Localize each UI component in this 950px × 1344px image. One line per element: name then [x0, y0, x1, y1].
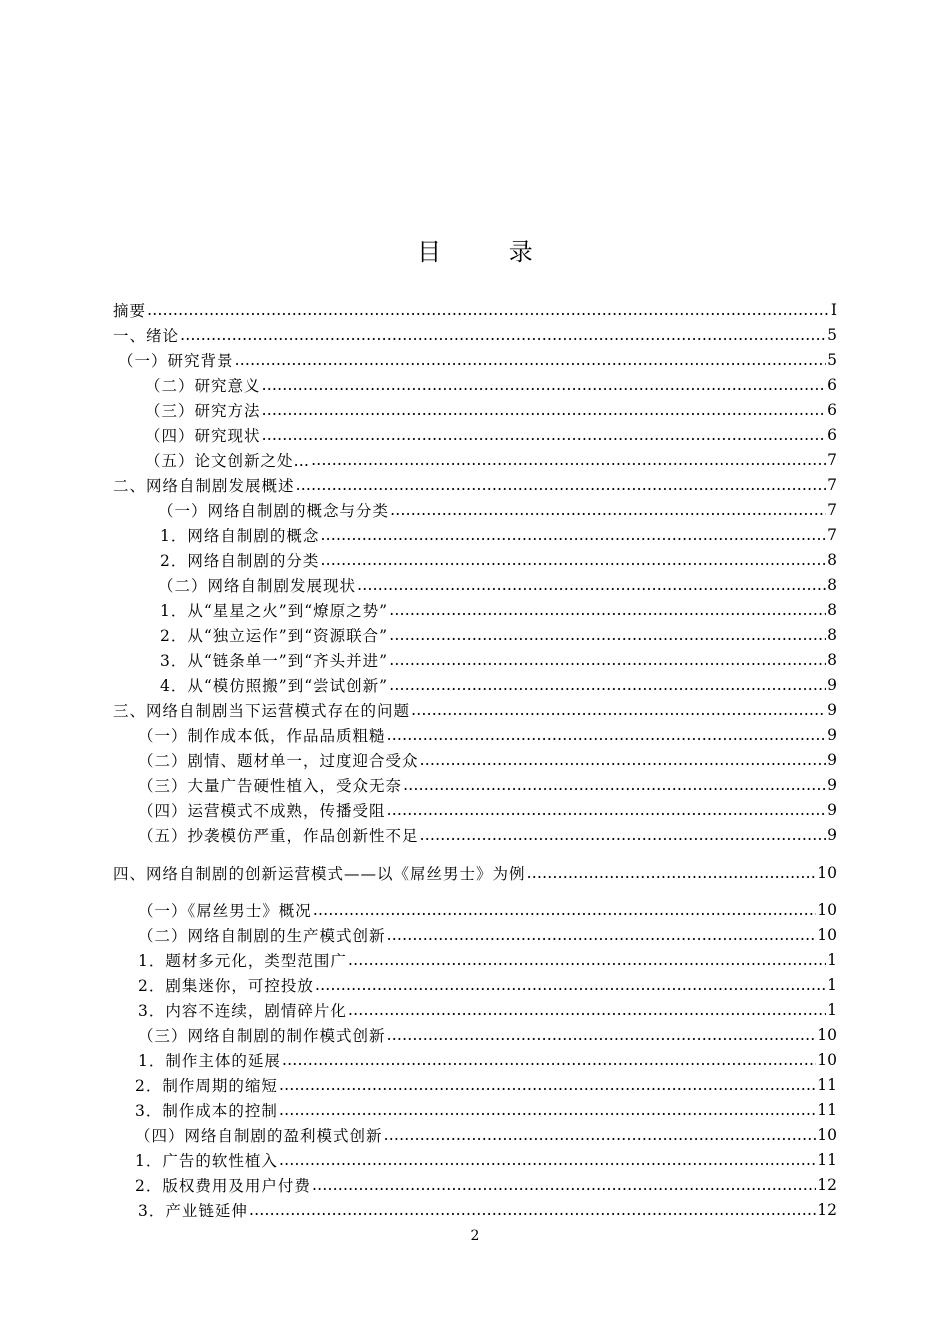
toc-entry-label: 3．内容不连续，剧情碎片化	[138, 1002, 347, 1020]
toc-entry[interactable]	[160, 548, 837, 572]
toc-entry[interactable]	[160, 598, 837, 622]
toc-entry-label: （二）剧情、题材单一，过度迎合受众	[138, 752, 419, 770]
toc-entry-page: 6	[827, 376, 837, 394]
toc-leader	[384, 1126, 817, 1144]
toc-entry[interactable]	[113, 698, 837, 722]
toc-entry-page: 1	[827, 976, 837, 994]
toc-entry-label: （三）网络自制剧的制作模式创新	[138, 1027, 386, 1045]
toc-leader	[147, 301, 830, 319]
toc-entry-page: 9	[827, 801, 837, 819]
toc-entry-label: 3．制作成本的控制	[135, 1102, 278, 1120]
toc-entry-label: 4．从“模仿照搬”到“尝试创新”	[160, 677, 389, 695]
toc-entry-page: 1	[827, 951, 837, 969]
toc-entry-page: 8	[827, 601, 837, 619]
toc-entry[interactable]	[138, 748, 837, 772]
toc-entry[interactable]	[160, 623, 837, 647]
toc-entry[interactable]	[145, 398, 837, 422]
toc-entry[interactable]	[138, 923, 837, 947]
toc-leader	[357, 576, 826, 594]
toc-entry-page: 11	[817, 1151, 837, 1169]
toc-entry-label: （一）制作成本低，作品品质粗糙	[138, 727, 386, 745]
toc-leader	[389, 626, 826, 644]
toc-entry-label: （四）运营模式不成熟，传播受阻	[138, 802, 386, 820]
toc-leader	[320, 551, 826, 569]
toc-entry-label: 一、绪论	[113, 327, 180, 345]
toc-leader	[348, 1001, 826, 1019]
toc-entry-label: 2．网络自制剧的分类	[160, 552, 320, 570]
page-number: 2	[470, 1228, 480, 1244]
toc-entry-label: （五）论文创新之处…	[145, 452, 311, 470]
toc-entry-label: 三、网络自制剧当下运营模式存在的问题	[113, 702, 411, 720]
toc-entry[interactable]	[138, 773, 837, 797]
toc-entry-page: 7	[827, 501, 837, 519]
toc-entry-label: （二）网络自制剧的生产模式创新	[138, 927, 386, 945]
toc-entry-label: 2．从“独立运作”到“资源联合”	[160, 627, 389, 645]
toc-leader	[420, 751, 827, 769]
toc-leader	[235, 351, 827, 369]
toc-leader	[411, 701, 826, 719]
toc-entry-page: I	[830, 301, 837, 319]
toc-entry[interactable]	[160, 523, 837, 547]
toc-leader	[320, 526, 826, 544]
toc-entry-page: 10	[817, 1026, 837, 1044]
toc-leader	[312, 1176, 816, 1194]
toc-leader	[262, 426, 827, 444]
toc-entry[interactable]	[160, 648, 837, 672]
toc-leader	[311, 451, 826, 469]
toc-leader	[249, 1201, 816, 1219]
page-title: 目 录	[417, 238, 563, 266]
toc-entry-label: 2．版权费用及用户付费	[135, 1177, 311, 1195]
toc-entry[interactable]	[138, 998, 837, 1022]
toc-entry[interactable]	[138, 973, 837, 997]
toc-entry-label: 3．从“链条单一”到“齐头并进”	[160, 652, 389, 670]
toc-entry[interactable]	[113, 323, 837, 347]
toc-entry-page: 10	[817, 1126, 837, 1144]
toc-entry-label: 1．制作主体的延展	[138, 1052, 281, 1070]
toc-leader	[403, 776, 826, 794]
toc-entry[interactable]	[138, 1048, 837, 1072]
toc-leader	[389, 601, 826, 619]
toc-leader	[389, 651, 826, 669]
toc-entry-page: 1	[827, 1001, 837, 1019]
toc-entry-page: 10	[817, 926, 837, 944]
toc-entry-label: 2．剧集迷你，可控投放	[138, 977, 314, 995]
toc-entry[interactable]	[138, 1198, 837, 1222]
toc-entry-page: 9	[827, 751, 837, 769]
toc-entry-label: （二）网络自制剧发展现状	[158, 577, 357, 595]
toc-entry[interactable]	[138, 798, 837, 822]
toc-leader	[390, 501, 826, 519]
toc-entry[interactable]	[145, 373, 837, 397]
toc-entry-page: 8	[827, 551, 837, 569]
toc-entry-label: （四）研究现状	[145, 427, 261, 445]
toc-leader	[387, 926, 817, 944]
toc-entry[interactable]	[113, 473, 837, 497]
toc-leader	[420, 826, 827, 844]
toc-entry-page: 9	[827, 676, 837, 694]
toc-leader	[313, 901, 817, 919]
toc-entry-page: 8	[827, 651, 837, 669]
toc-entry-page: 11	[817, 1101, 837, 1119]
toc-entry-label: （五）抄袭模仿严重，作品创新性不足	[138, 827, 419, 845]
toc-entry-page: 9	[827, 776, 837, 794]
toc-leader	[387, 1026, 817, 1044]
toc-leader	[389, 676, 826, 694]
toc-leader	[387, 801, 827, 819]
toc-entry[interactable]	[135, 1098, 837, 1122]
toc-entry-page: 5	[827, 351, 837, 369]
toc-entry-label: （四）网络自制剧的盈利模式创新	[135, 1127, 383, 1145]
toc-leader	[262, 376, 827, 394]
toc-entry-label: 四、网络自制剧的创新运营模式——以《屌丝男士》为例	[113, 865, 526, 883]
toc-leader	[279, 1076, 816, 1094]
toc-entry-label: （三）研究方法	[145, 402, 261, 420]
toc-entry-label: （一）研究背景	[118, 352, 234, 370]
toc-entry-label: 2．制作周期的缩短	[135, 1077, 278, 1095]
toc-entry-label: （一）网络自制剧的概念与分类	[158, 502, 390, 520]
toc-entry-label: 1．广告的软性植入	[135, 1152, 278, 1170]
toc-entry-page: 8	[827, 576, 837, 594]
toc-leader	[387, 726, 827, 744]
toc-leader	[282, 1051, 816, 1069]
toc-entry[interactable]	[160, 673, 837, 697]
toc-entry[interactable]	[138, 1023, 837, 1047]
toc-entry[interactable]	[158, 498, 837, 522]
toc-entry[interactable]	[113, 861, 837, 885]
toc-entry-label: （二）研究意义	[145, 377, 261, 395]
toc-entry-label: （三）大量广告硬性植入，受众无奈	[138, 777, 403, 795]
toc-leader	[315, 976, 826, 994]
toc-entry[interactable]	[158, 573, 837, 597]
toc-leader	[527, 864, 817, 882]
toc-entry-label: 二、网络自制剧发展概述	[113, 477, 295, 495]
toc-entry-page: 9	[827, 701, 837, 719]
toc-entry-page: 10	[817, 1051, 837, 1069]
toc-entry[interactable]	[138, 948, 837, 972]
toc-leader	[279, 1101, 816, 1119]
toc-entry-page: 9	[827, 826, 837, 844]
toc-leader	[296, 476, 827, 494]
toc-leader	[279, 1151, 816, 1169]
toc-entry-page: 12	[817, 1201, 837, 1219]
toc-entry-label: 1．网络自制剧的概念	[160, 527, 320, 545]
toc-entry-page: 6	[827, 426, 837, 444]
toc-entry[interactable]	[135, 1148, 837, 1172]
toc-leader	[262, 401, 827, 419]
toc-entry[interactable]	[135, 1123, 837, 1147]
toc-entry-page: 5	[827, 326, 837, 344]
toc-entry-page: 11	[817, 1076, 837, 1094]
toc-entry[interactable]	[138, 823, 837, 847]
toc-entry[interactable]	[113, 298, 837, 322]
toc-entry-label: 1．从“星星之火”到“燎原之势”	[160, 602, 389, 620]
toc-leader	[348, 951, 826, 969]
toc-entry[interactable]	[138, 723, 837, 747]
toc-entry[interactable]	[145, 448, 837, 472]
toc-entry-page: 8	[827, 626, 837, 644]
toc-entry-label: 摘要	[113, 302, 147, 320]
toc-entry[interactable]	[135, 1073, 837, 1097]
toc-entry-page: 9	[827, 726, 837, 744]
toc-entry-label: 1．题材多元化，类型范围广	[138, 952, 347, 970]
toc-entry-label: （一）《屌丝男士》概况	[138, 902, 312, 920]
toc-entry[interactable]	[118, 348, 837, 372]
toc-entry-label: 3．产业链延伸	[138, 1202, 248, 1220]
toc-entry-page: 10	[817, 864, 837, 882]
toc-entry[interactable]	[145, 423, 837, 447]
toc-entry-page: 7	[827, 476, 837, 494]
toc-entry[interactable]	[135, 1173, 837, 1197]
toc-leader	[180, 326, 826, 344]
toc-entry-page: 12	[817, 1176, 837, 1194]
toc-entry-page: 7	[827, 526, 837, 544]
toc-entry[interactable]	[138, 898, 837, 922]
toc-entry-page: 6	[827, 401, 837, 419]
toc-entry-page: 7	[827, 451, 837, 469]
toc-entry-page: 10	[817, 901, 837, 919]
